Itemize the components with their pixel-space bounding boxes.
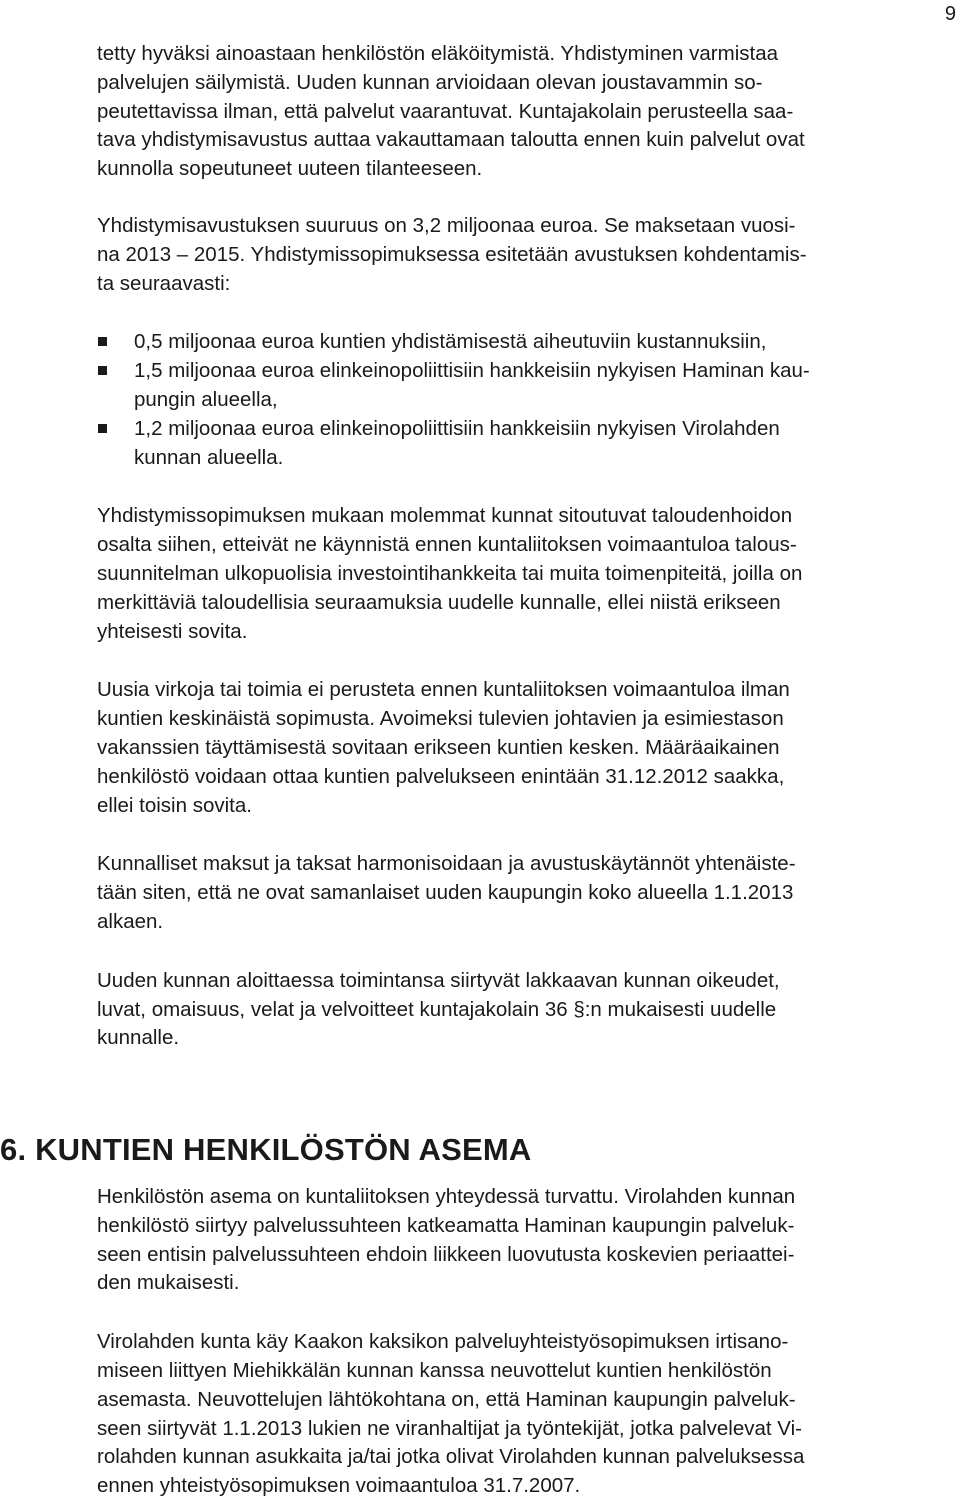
text-line: palvelujen säilymistä. Uuden kunnan arvioidaan olevan joustavammin so- [97,70,763,94]
page-body [97,40,947,1053]
text-line: Uusia virkoja tai toimia ei perusteta ennen kuntaliitoksen voimaantuloa ilman [97,678,790,702]
text-line: Kunnalliset maksut ja taksat harmonisoidaan ja avustuskäytännöt yhtenäiste- [97,852,796,876]
text-line: tetty hyväksi ainoastaan henkilöstön eläköitymistä. Yhdistyminen varmistaa [97,42,779,65]
paragraph-negotiations [97,1328,947,1501]
text-line: kuntien keskinäistä sopimusta. Avoimeksi tulevien johtavien ja esimiestason [97,707,784,731]
text-line: 1,2 miljoonaa euroa elinkeinopoliittisiin hankkeisiin nykyisen Virolahden [134,416,780,440]
text-line: Virolahden kunta käy Kaakon kaksikon palveluyhteistyösopimuksen irtisano- [97,1330,789,1354]
section-heading: 6. KUNTIEN HENKILÖSTÖN ASEMA [0,1131,532,1167]
text-line: henkilöstö siirtyy palvelussuhteen katkeamatta Haminan kaupungin palveluk- [97,1213,795,1237]
text-line: henkilöstö voidaan ottaa kuntien palvelukseen enintään 31.12.2012 saakka, [97,764,785,788]
paragraph-personnel-status [97,1183,947,1298]
text-line: kunnolla sopeutuneet uuteen tilanteeseen. [97,157,483,181]
list-item [97,415,947,473]
text-line: tava yhdistymisavustus auttaa vakauttamaan taloutta ennen kuin palvelut ovat [97,128,805,152]
text-line: yhteisesti sovita. [97,619,248,643]
paragraph-rights-transfer [97,967,947,1053]
text-line: pungin alueella, [134,387,278,411]
section-body [97,1183,947,1501]
text-line: Yhdistymissopimuksen mukaan molemmat kunnat sitoutuvat taloudenhoidon [97,504,793,528]
text-line: Yhdistymisavustuksen suuruus on 3,2 miljoonaa euroa. Se maksetaan vuosi- [97,213,796,237]
square-bullet-icon [98,424,107,433]
text-line: kunnalle. [97,1026,180,1050]
text-line: 0,5 miljoonaa euroa kuntien yhdistämisestä aiheutuviin kustannuksiin, [134,330,767,354]
paragraph-fees-harmonization [97,850,947,936]
list-item [97,357,947,415]
list-item [97,328,947,357]
text-line: vakanssien täyttämisestä sovitaan erikseen kuntien kesken. Määräaikainen [97,735,780,759]
text-line: ennen yhteistyösopimuksen voimaantuloa 31.7.2007. [97,1474,581,1498]
paragraph-new-positions [97,676,947,820]
text-line: luvat, omaisuus, velat ja velvoitteet kuntajakolain 36 §:n mukaisesti uudelle [97,997,777,1021]
grant-allocation-list [97,328,947,472]
text-line: Henkilöstön asema on kuntaliitoksen yhteydessä turvattu. Virolahden kunnan [97,1185,796,1208]
page-number: 9 [944,3,956,25]
text-line: seen entisin palvelussuhteen ehdoin liikkeen luovutusta koskevien periaattei- [97,1242,795,1266]
square-bullet-icon [98,337,107,346]
text-line: peutettavissa ilman, että palvelut vaarantuvat. Kuntajakolain perusteella saa- [97,99,794,123]
text-line: kunnan alueella. [134,445,284,469]
paragraph-fiscal-commitment [97,502,947,646]
text-line: tään siten, että ne ovat samanlaiset uuden kaupungin koko alueella 1.1.2013 [97,881,794,905]
paragraph-grant-amount [97,212,947,298]
text-line: rolahden kunnan asukkaita ja/tai jotka olivat Virolahden kunnan palveluksessa [97,1445,805,1469]
text-line: ta seuraavasti: [97,271,231,295]
text-line: miseen liittyen Miehikkälän kunnan kanssa neuvottelut kuntien henkilöstön [97,1358,772,1382]
text-line: 1,5 miljoonaa euroa elinkeinopoliittisiin hankkeisiin nykyisen Haminan kau- [134,359,810,383]
text-line: seen siirtyvät 1.1.2013 lukien ne viranhaltijat ja työntekijät, jotka palvelevat Vi- [97,1416,802,1440]
square-bullet-icon [98,366,107,375]
text-line: na 2013 – 2015. Yhdistymissopimuksessa esitetään avustuksen kohdentamis- [97,242,807,266]
text-line: Uuden kunnan aloittaessa toimintansa siirtyvät lakkaavan kunnan oikeudet, [97,968,780,992]
text-line: suunnitelman ulkopuolisia investointihankkeita tai muita toimenpiteitä, joilla on [97,561,803,585]
text-line: merkittäviä taloudellisia seuraamuksia uudelle kunnalle, ellei niistä erikseen [97,590,781,614]
text-line: ellei toisin sovita. [97,793,252,817]
text-line: den mukaisesti. [97,1271,240,1295]
text-line: asemasta. Neuvottelujen lähtökohtana on, että Haminan kaupungin palveluk- [97,1387,796,1411]
paragraph-merger-benefits [97,40,947,184]
text-line: alkaen. [97,909,164,933]
text-line: osalta siihen, etteivät ne käynnistä ennen kuntaliitoksen voimaantuloa talous- [97,533,797,557]
